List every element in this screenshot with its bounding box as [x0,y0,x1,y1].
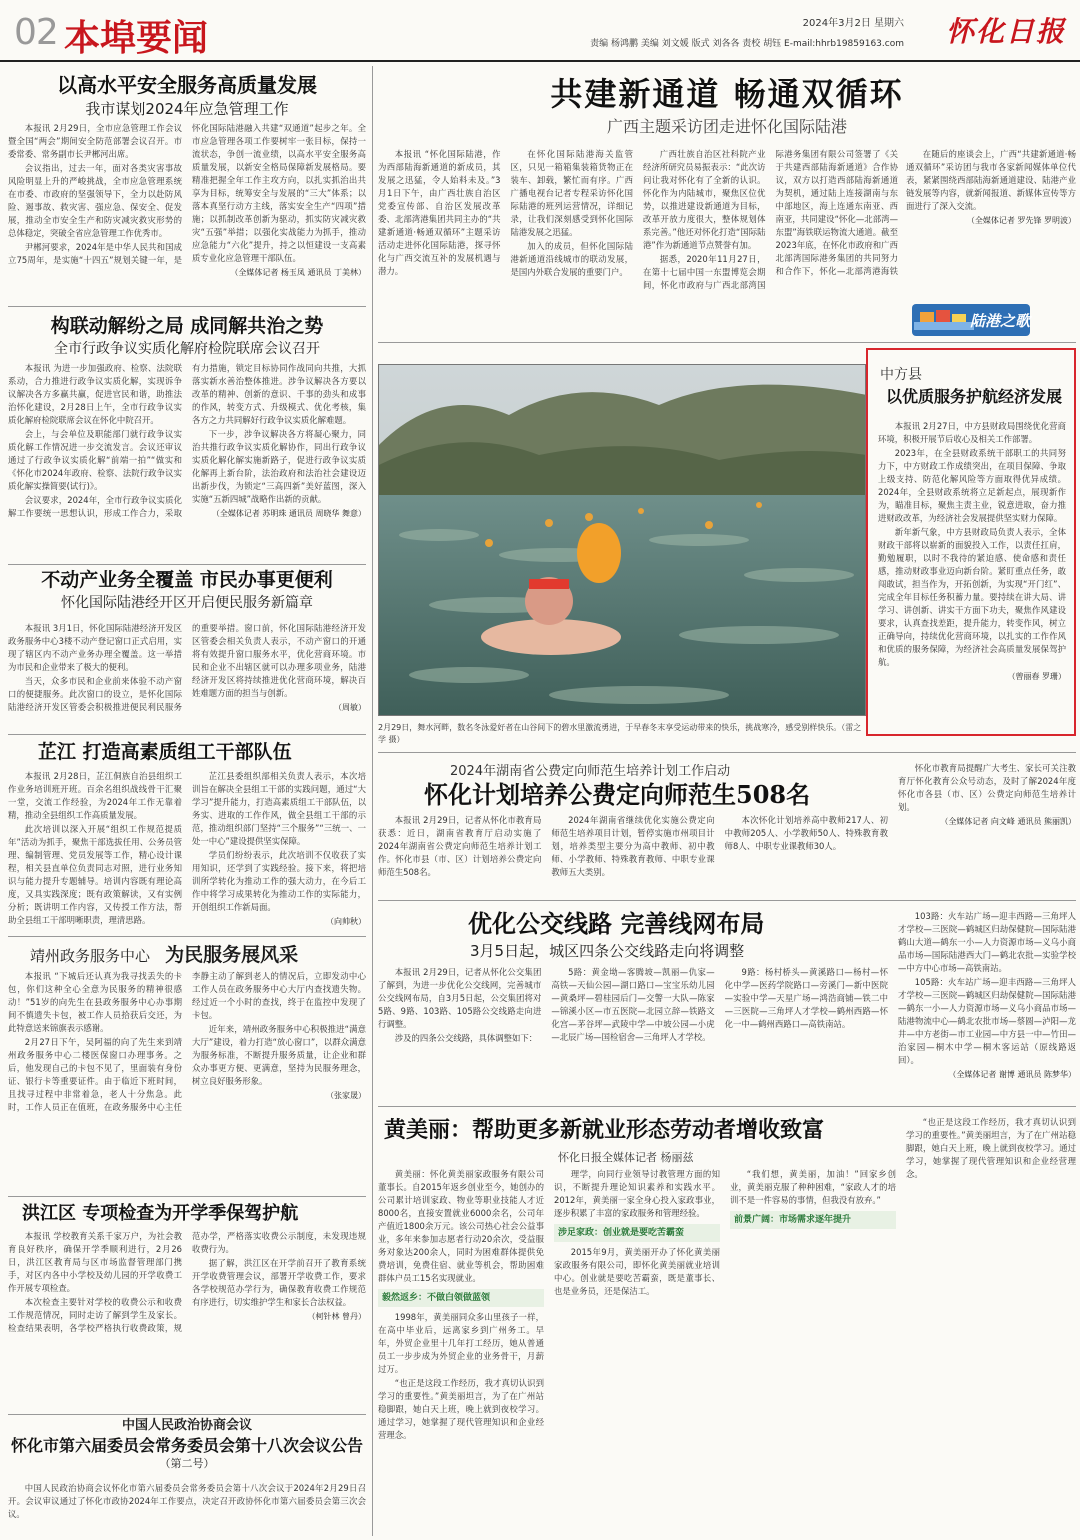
article-body-continued [898,762,1076,894]
article-huang-meili [378,1110,1076,1538]
photo-caption: 2月29日，舞水河畔，数名冬泳爱好者在山谷间下的碧水里激流勇进，于早春冬末享受运动带来的快乐，挑战寒冷，感受别样快乐。（雷之学 摄） [378,723,862,744]
article-zhongfang-finance [866,348,1076,736]
article-real-estate-services [8,568,366,730]
title-part-b: 为民服务展风采 [165,944,299,966]
paragraph: “也正是这段工作经历，我才真切认识到学习的重要性。”黄美丽坦言，为了在广州站稳脚跟，她白天上班，晚上就到夜校学习。通过学习，她掌握了现代管理知识和企业经营理念。 [378,1378,544,1440]
article-body-continued [898,910,1076,1100]
subheading-text: 毅然返乡：不做白领做蓝领 [382,1293,491,1303]
masthead [0,0,1080,62]
editors-line: 责编 杨鸿鹏 美编 刘文媛 版式 刘各各 责校 胡钰 E-mail:hhrb19859163.com [590,39,904,49]
article-author: 怀化日报全媒体记者 杨丽兹 [558,1151,694,1165]
paragraph: 本报讯 2月29日，全市应急管理工作会议暨全国“两会”期间安全防范部署会议召开。市委常委、常务副市长尹郴河出席。 [8,123,182,159]
paragraph: 据了解，洪江区在开学前召开了教育系统开学收费管理会议，部署开学收费工作，要求各学校规范办学行为，确保教育收费工作规范有序进行，切实维护学生和家长合法权益。 [192,1258,366,1307]
section-subheading [730,1211,896,1229]
article-administrative-disputes [8,312,366,562]
paragraph: 芷江县委组织部相关负责人表示，本次培训旨在解决全县组工干部的实践问题，通过“大学习”提升能力，打造高素质组工干部队伍，以务实、进取的工作作风，做全县组工干部的示范，推动组织部门坚持“三个服务”“三统一、一处一中心”建设提供坚实保障。 [192,771,366,846]
section-subheading [554,1224,720,1242]
article-title: 芷江 打造高素质组工干部队伍 [38,741,292,763]
article-emergency-management [8,70,366,302]
paragraph: 本报讯 2月29日，记者从怀化公交集团了解到，为进一步优化公交线网，完善城市公交线网布局，自3月5日起，公交集团将对5路、9路、103路、105路公交线路走向进行调整。 [378,967,542,1029]
divider [8,1196,366,1197]
article-title: 共建新通道 畅通双循环 [550,75,904,113]
paragraph: 2023年，在全县财政系统干部职工的共同努力下，中方财政工作成绩突出，在项目保障、争取上级支持、防范化解风险等方面取得优异成绩。2024年，全县财政系统将立足新起点，展现新作为，瞄准目标，聚焦主责主业，锐意进取，奋力推进财政改革，为经济社会发展提供坚实财力保障。 [878,448,1066,523]
paragraph: 本报讯 “下城后还认真为我寻找丢失的卡包，你们这种全心全意为民服务的精神很感动！”51岁的向先生在县政务服务中心办事期间不慎遗失卡包，被工作人员拾获后交还，为此特意送来锦旗表示感谢。 [8,971,182,1033]
article-title: 以优质服务护航经济发展 [886,387,1063,406]
section-title: 本埠要闻 [64,17,209,59]
paragraph: 本报讯 2月27日，中方县财政局围绕优化营商环境，积极开展节后收心及相关工作部署。 [878,421,1066,444]
paragraph: 近年来，靖州政务服务中心积极推进“满意大厅”建设，着力打造“放心窗口”，以群众满意为服务标准，不断提升服务质量，让企业和群众办事更方便、更满意，坚持为民服务理念，树立良好服务形象。 [192,1024,366,1086]
paragraph: 尹郴河要求，2024年是中华人民共和国成立75周年，是实施“十四五”规划关键一年，是怀化国际陆港融入共建“双通道”起步之年。全市应急管理各项工作要树牢一张目标，保持一流状态，争创一流业绩，以高水平安全服务高质量发展，以新安全格局保障新发展格局。要精准把握全年工作主攻方向，以扎实抓治出共享为目标，统筹安全与发展的“三大”体系；以落本真坚行动方主线，落实安全生产“四项”措施；以抓制改革创新为驱动，抓实防灾减灾救灾“五强”举措；以强化实战能力为抓手，推动应急能力“六化”提升，持之以恒建设一支高素质专业化应急管理干部队伍。 [8,123,366,265]
paragraph: 黄美丽：怀化黄美丽家政服务有限公司董事长。自2015年返乡创业至今，她创办的公司累计培训家政、物业等职业技能人才近8000名，直接安置就业6000余名，公司年产值近1800余万元。该公司热心社会公益事业，多年来参加志愿者行动20余次，受益服务对象达200余人，同时为困难群体提供免费培训，免费住宿、就业等机会，帮助困难群体户员工15名实现就业。 [378,1169,544,1283]
paragraph: 涉及的四条公交线路，具体调整如下： [394,1033,538,1043]
lugang-song-badge [912,296,1030,342]
article-body [378,966,888,1100]
paragraph: 9路：杨村桥头—黄溪路口—杨村—怀化中学—医药学院路口—旁溪门—新中医院—实验中学—天星广场—鸿浩商铺—铁二中—三医院—三角坪人才学校—鹤州西路—怀化一中—鹤州西路口—高铁南站。 [724,967,888,1029]
paragraph: 1998年，黄美丽同众多山里孩子一样，在高中毕业后，远离家乡到广州务工。早年，外贸企业里十几年打工经历，她从普通员工一步步成为外贸企业的业务骨干，月薪过万。 [378,1312,544,1374]
article-body-col2 [554,1168,720,1534]
divider [378,1106,1076,1107]
paragraph: 本报讯 2月29日，记者从怀化市教育局获悉：近日，湖南省教育厅启动实施了2024年湖南省公费定向师范生培养计划工作。怀化市县（市、区）计划培养公费定向师范生508名。 [378,815,542,877]
article-body [378,148,898,292]
badge-text: 陆港之歌 [970,312,1031,330]
article-body [8,770,366,930]
article-new-channel [378,70,1076,292]
winter-swimming-photo [378,364,866,716]
article-kicker: 2024年湖南省公费定向师范生培养计划工作启动 [450,764,731,779]
byline: （全媒体记者 向文峰 通讯员 熊丽凯） [940,817,1076,826]
article-title: 洪江区 专项检查为开学季保驾护航 [22,1203,299,1224]
subheading-text: 前景广阔：市场需求逐年提升 [734,1215,852,1225]
cppcc-announcement [8,1418,366,1536]
paragraph: 中国人民政治协商会议怀化市第六届委员会常务委员会第十八次会议于2024年2月29日召开。会议审议通过了怀化市政协2024年工作要点，决定召开政协怀化市第六届委员会第三次会议。 [8,1483,366,1519]
page-number: 02 [14,12,58,53]
paragraph: 会议要求，2024年，全市行政争议实质化解工作要统一思想认识，形成工作合力，采取有力措施，锁定目标协同作战同向共推，大抓落实新水善治整体推进。涉争议解决各方要以改革的精神、创新的意识、千事的劲头和成事的作风，转变方式、升级模式、优化考核，集各方之力共同解好行政争议实质化解难题。 [8,363,366,518]
article-hongjiang-inspection [8,1200,366,1412]
announcement-title: 怀化市第六届委员会常务委员会第十八次会议公告 [10,1435,363,1455]
column-divider [372,66,373,1536]
byline: （全媒体记者 谢博 通讯员 陈梦华） [948,1070,1076,1079]
article-subtitle: 3月5日起，城区四条公交线路走向将调整 [470,941,745,960]
paragraph: 加入的成员，但怀化国际陆港新通道沿线城市的联动发展，是国内外联合发展的重要门户。 [510,241,633,277]
article-body [8,122,366,298]
article-body [8,362,366,558]
byline: （周敏） [334,703,366,712]
county-label: 中方县 [880,367,922,383]
article-body-col1 [378,1168,544,1534]
paragraph: 本报讯 学校教育关系千家万户，为社会教育良好秩序，确保开学季顺利进行，2月26日，洪江区教育局与区市场监督管理部门携手，对区内各中小学校及幼儿园的开学收费工作开展专项检查。 [8,1231,182,1293]
article-title: 优化公交线路 完善线网布局 [468,909,765,938]
paragraph: 2月27日下午，吴阿福的向了先生来到靖州政务服务中心二楼医保窗口办理事务。之后，他发现自己的卡包不见了，里面装有身份证、银行卡等重要证件。由于临近下班时间，且找寻过程中非常着急，老人十分焦急。此时，工作人员正在值班，在政务服务中心主任李静主动了解到老人的情况后，立即发动中心工作人员在政务服务中心大厅内查找遗失物。经过近一个小时的查找，终于在监控中发现了卡包。 [8,971,366,1112]
byline: （张家晟） [326,1091,366,1100]
article-body-col3 [730,1168,896,1534]
paragraph: 会议指出，过去一年，面对各类灾害事故风险明显上升的严峻挑战，全市应急管理系统在市委、市政府的坚强领导下，全力以赴防风险、遏事故、救灾害、强应急、保安全、促发展，推动全市安全生产和防灾减灾救灾形势的总体稳定，突破全省应急管理工作优秀市。 [8,163,182,238]
article-title: 以高水平安全服务高质量发展 [57,73,317,97]
announcement-body [8,1482,366,1532]
paragraph: 当天，众多市民和企业前来体验不动产窗口的便捷服务。此次窗口的设立，是怀化国际陆港经济开发区管委会积极推进便民利民服务的重要举措。窗口前，怀化国际陆港经济开发区管委会相关负责人表示，不动产窗口的开通将有效提升窗口服务水平，优化营商环境。市民和企业不出辖区就可以办理多项业务，陆港经济开发区将持续推进优化营商环境，解决百姓难题方面的担当与创新。 [8,623,366,712]
paragraph: 此次培训以深入开展“组织工作规范提质年”活动为抓手，聚焦干部选拔任用、公务员管理、编制管理、党员发展等工作，精心设计课程，相关县直单位负责同志对照，进行业务知识与能力提升专题辅导。培训内容既有理论高度，又具实践深度；既有政策解读，又有实例分析；既讲明工作内容，又传授工作方法，帮助全县组工干部明晰职责，理清思路。 [8,824,182,925]
paragraph: “我们想，黄美丽，加油！”回家乡创业，黄美丽克服了种种困难，“家政人才的培训不是一件容易的事情，但我没有放弃。” [730,1169,896,1205]
article-subtitle: 我市谋划2024年应急管理工作 [85,100,289,118]
divider [8,1414,366,1415]
paragraph: 广西壮族自治区社科院产业经济所研究员易振表示：“此次访问让我对怀化有了全新的认识。怀化作为内陆城市，聚焦区位优势，以推进建设新通道为目标，改革开放力度很大，整体规划体系完善。”他还对怀化打造“国际陆港”作为新通道节点赞誉有加。 [643,149,766,250]
paragraph: 在怀化国际陆港海关监管区，只见一箱箱集装箱货物正在装车、卸载，繁忙而有序。广西广播电视台记者专程采访怀化国际陆港的班列运营情况，详细记录，让我们深刻感受到怀化国际陆港发展之迅猛。 [510,149,633,237]
paragraph: 5路：黄金坳—客腾坡—凯丽—仇家—高铁—天仙公园—湖口路口—宝宝乐幼儿园—黄桑坪—碧桂园后门—交警一大队—陈家—锦溪小区—市五医院—北园立辞—铁路文化宫—茅谷坪—武陵中学—中坡公园—小虎—北辰广场—国检宿舍—三角坪人才学校。 [551,967,715,1042]
article-body [8,622,366,728]
announcement-org: 中国人民政治协商会议 [121,1418,252,1433]
byline: （全媒体记者 苏明珠 通讯员 周晓华 舞意） [211,509,366,518]
article-bus-routes [378,904,1076,1102]
article-title: 黄美丽：帮助更多新就业形态劳动者增收致富 [384,1117,825,1143]
article-body [878,420,1066,730]
subheading-text: 涉足家政：创业就是要吃苦霸蛮 [558,1228,685,1238]
paragraph: 本次怀化计划培养高中教师217人、初中教师205人、小学教师50人、特殊教育教师8人、中职专业课教师30人。 [724,815,888,851]
article-subtitle: 全市行政争议实质化解府检院联席会议召开 [54,340,320,357]
announcement-number: （第二号） [159,1456,215,1470]
article-body [8,1230,366,1410]
divider [378,342,1076,343]
article-body [378,814,888,894]
paragraph: 105路：火车站广场—迎丰西路—三角坪人才学校—三医院—鹤城区归劫保健院—国际陆港—鹤东一小—人力资源市场—义乌小商品市场—陆港物流中心—鹤北农批市场—蔡圆—泸阳—龙井—中方老街—市工业园—中方县一中—竹田—治家园—桐木中学—桐木客运站（原线路返回）。 [898,977,1076,1065]
paragraph: 下一步，涉争议解决各方将凝心聚力，同治共推行政争议实质化解协作，同出行政争议实质化解化解实施新路子，促进行政争议实质化解再上新台阶，法治政府和法治社会建设迈出新步伐，为锁定“三高四新”美好蓝图，深入实施“五新四城”战略作出新的贡献。 [192,429,366,504]
title-part-a: 靖州政务服务中心 [30,947,151,965]
paragraph: 本报讯 2月28日，芷江侗族自治县组织工作业务培训班开班。百余名组织战线骨干汇聚一堂，交流工作经验，为2024年工作无靠着精，推动全县组织工作高质量发展。 [8,771,182,820]
byline: （全媒体记者 罗先锋 罗明波） [966,216,1076,225]
paragraph: 103路：火车站广场—迎丰西路—三角坪人才学校—三医院—鹤城区归劫保健院—国际陆港鹤山大道—鹤东一小—人力资源市场—义乌小商品市场—国际陆港西大门—鹤北农批—实验学校—中方中心市场—高铁南站。 [898,911,1076,973]
byline: （柯针林 曾丹） [307,1312,366,1321]
article-zhijiang-training [8,738,366,932]
photo-scene [379,365,866,716]
divider [8,936,366,937]
paragraph: 本报讯 为进一步加强政府、检察、法院联系动，合力推进行政争议实质化解，实现诉争议解决各方多赢共赢，促进官民和谐，助推法治怀化建设，2月28日上午，全市行政争议实质化解府检院联席会议在怀化中院召开。 [8,363,182,425]
article-title: 怀化计划培养公费定向师范生508名 [424,780,811,809]
article-title: 不动产业务全覆盖 市民办事更便利 [41,569,333,591]
paragraph: 2015年9月，黄美丽开办了怀化黄美丽家政服务有限公司，即怀化黄美丽就业培训中心。创业就是要吃苦霸蛮，既是董事长、也是业务员，还是保洁工。 [554,1247,720,1296]
divider [378,900,1076,901]
article-title: 构联动解纷之局 成同解共治之势 [50,315,324,337]
paragraph: 本报讯 “怀化国际陆港，作为西部陆海新通道的新成员，其发展之迅猛，令人始料未及。”3月1日下午，由广西壮族自治区党委宣传部、自治区发展改革委、北部湾港集团共同主办的“共建新通道·畅通双循环”主题采访活动走进怀化国际陆港，探寻怀化与广西交流互补的发展机遇与潜力。 [378,149,501,276]
paragraph: 本次检查主要针对学校的收费公示和收费工作规范情况，同时走访了解到学生及家长。检查结果表明，各学校严格执行收费政策，规范办学，严格落实收费公示制度，未发现违规收费行为。 [8,1231,366,1333]
newspaper-logo: 怀化日报 [945,15,1066,48]
divider [378,752,1076,753]
article-subtitle: 广西主题采访团走进怀化国际陆港 [606,116,847,136]
paragraph: 学员们纷纷表示，此次培训不仅收获了实用知识，还学到了实践经验。接下来，将把培训所学转化为推动工作的强大动力，在今后工作中将学习成果转化为推动工作的实际能力，开创组织工作新局面。 [192,850,366,912]
article-title [8,944,366,967]
divider [8,564,366,565]
byline: （向帅秋） [326,917,366,926]
article-body-continued [906,148,1076,292]
section-subheading [378,1289,544,1307]
paragraph: 理学，向同行业领导讨教管理方面的知识，不断提升理论知识素养和实践水平。2012年，黄美丽一家全身心投入家政事业，逐步积累了丰富的家政服务和管理经验。 [554,1169,720,1218]
paragraph: 怀化市教育局提醒广大考生、家长可关注教育厅怀化教育公众号动态，及时了解2024年度怀化市各县（市、区）公费定向师范生培养计划。 [898,763,1076,812]
publication-date: 2024年3月2日 星期六 [802,18,904,29]
paragraph: 本报讯 3月1日，怀化国际陆港经济开发区政务服务中心3楼不动产登记窗口正式启用，实现了辖区内不动产业务办理全覆盖。这一举措为市民和企业带来了极大的便利。 [8,623,182,672]
article-body [8,970,366,1188]
paragraph: 新年新气象，中方县财政局负责人表示，全体财政干部将以崭新的面貌投入工作，以责任扛肩，勤勉履职，以时不我待的紧迫感、使命感和责任感，推动财政事业迈向新台阶。紧盯重点任务，敢闯敢试，担当作为，开拓创新，为实现“开门红”、完成全年目标任务积蓄力量。要持续在讲大局、讲学习、讲创新、讲实干方面下功夫，聚焦作风建设要求，认真查找差距，提升能力，转变作风，树立正确导向，持续优化营商环境，以扎实的工作作风和优质的服务保障，为经济社会高质量发展保驾护航。 [878,527,1066,667]
paragraph: 据悉，2020年11月27日，在第十七届中国一东盟博览会期间，怀化市政府与广西北部湾国际港务集团有限公司签署了《关于共建西部陆海新通道》合作协议，双方以打造西部陆海新通道为契机，通过陆上连接湖南与东中部地区，海上连通东南亚、西南亚，共同建设“怀化—北部湾—东盟”海铁联运物流大通道。截至2023年底，在怀化市政府和广西北部湾国际港务集团的共同努力和合作下，怀化—北部湾港海铁 [643,149,898,290]
byline: （全媒体记者 杨玉凤 通讯员 丁美林） [230,268,366,277]
paragraph: 在随后的座谈会上，广西“共建新通道·畅通双循环”采访团与我市各家新闻媒体单位代表，紧紧围绕西部陆海新通道建设、陆港产业链发展等内容，就新闻报道、新媒体宣传等方面进行了深入交流。 [906,149,1076,211]
article-body-col4 [906,1116,1076,1534]
paragraph: 会上，与会单位及职能部门就行政争议实质化解工作情况进一步交流发言。会议还审议通过了行政争议实质化解“前端一拍”“做实和《怀化市2024年政府、检察、法院行政争议实质化解实操简要(试行)》。 [8,429,182,491]
article-teacher-training [378,756,1076,896]
article-jingzhou-service [8,940,366,1190]
paragraph: 2024年湖南省继续优化实施公费定向师范生培养项目计划，暂停实施市州项目计划，培养类型主要分为高中教师、初中教师、小学教师、特殊教育教师、中职专业课教师五大类别。 [551,815,715,877]
paragraph: “也正是这段工作经历，我才真切认识到学习的重要性。”黄美丽坦言，为了在广州站稳脚跟，她白天上班，晚上就到夜校学习。通过学习，她掌握了现代管理知识和企业经营理念。 [906,1117,1076,1179]
divider [8,306,366,307]
divider [8,734,366,735]
byline: （曾丽春 罗珊） [1007,672,1066,681]
article-subtitle: 怀化国际陆港经开区开启便民服务新篇章 [61,594,313,611]
